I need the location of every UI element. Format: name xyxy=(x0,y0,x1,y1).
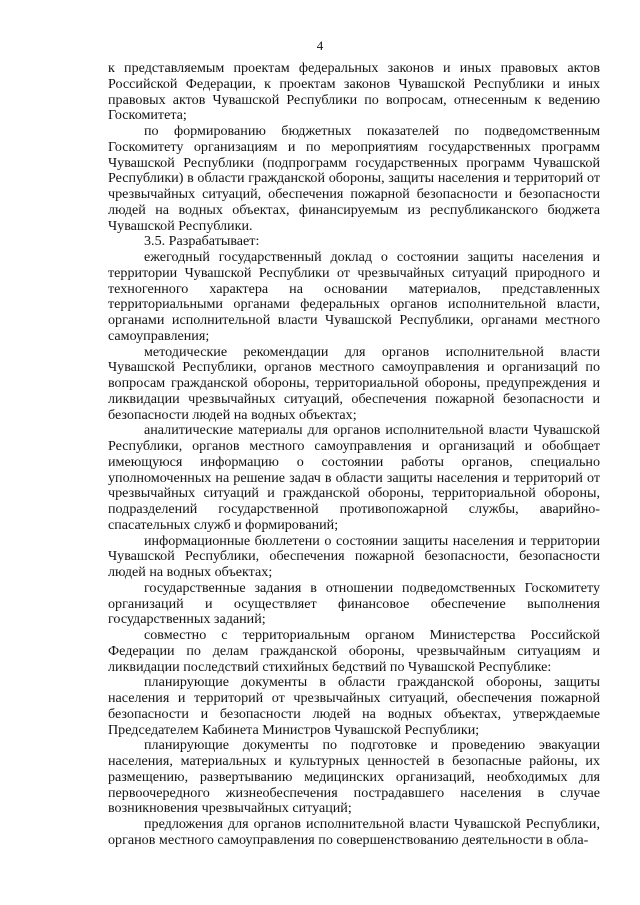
document-body xyxy=(108,61,600,849)
paragraph-11: планирующие документы по подготовке и проведению эвакуации населения, материальных и культурных ценностей в безопасные районы, их размещению, развертыванию медицинских организаций, необходимых для первоочередного жизнеобеспечения пострадавшего населения в случае возникновения чрезвычайных ситуаций; xyxy=(108,737,600,817)
paragraph-10: планирующие документы в области гражданской обороны, защиты населения и территорий от чрезвычайных ситуаций, обеспечения пожарной безопасности и безопасности людей на водных объектах, утверждаемые Председателем Кабинета Министров Чувашской Республики; xyxy=(108,674,600,738)
page-number: 4 xyxy=(316,38,324,53)
paragraph-2: по формированию бюджетных показателей по подведомственным Госкомитету организациям и по мероприятиям государственных программ Чувашской Республики (подпрограмм государственных программ Чувашской Республики) в области гражданской обороны, защиты населения и территорий от чрезвычайных ситуаций, обеспечения пожарной безопасности и безопасности людей на водных объектах, финансируемым из республиканского бюджета Чувашской Республики. xyxy=(108,123,600,234)
paragraph-7: информационные бюллетени о состоянии защиты населения и территории Чувашской Республики, обеспечения пожарной безопасности, безопасности людей на водных объектах; xyxy=(108,532,600,580)
paragraph-3: 3.5. Разрабатывает: xyxy=(144,233,260,250)
paragraph-6: аналитические материалы для органов исполнительной власти Чувашской Республики, органов местного самоуправления и организаций и обобщает имеющуюся информацию о состоянии работы органов, специально уполномоченных на решение задач в области защиты населения и территорий от чрезвычайных ситуаций и гражданской обороны, территориальной обороны, подразделений государственной противопожарной службы, аварийно-спасательных служб и формирований; xyxy=(108,422,600,533)
paragraph-5: методические рекомендации для органов исполнительной власти Чувашской Республики, органов местного самоуправления и организаций по вопросам гражданской обороны, территориальной обороны, предупреждения и ликвидации чрезвычайных ситуаций, обеспечения пожарной безопасности и безопасности людей на водных объектах; xyxy=(108,343,600,423)
paragraph-12: предложения для органов исполнительной власти Чувашской Республики, органов местного самоуправления по совершенствованию деятельности в обла- xyxy=(108,816,600,848)
paragraph-8: государственные задания в отношении подведомственных Госкомитету организаций и осуществляет финансовое обеспечение выполнения государственных заданий; xyxy=(108,579,600,628)
paragraph-1: к представляемым проектам федеральных законов и иных правовых актов Российской Федерации, к проектам законов Чувашской Республики и иных правовых актов Чувашской Республики по вопросам, отнесенным к ведению Госкомитета; xyxy=(108,60,600,124)
paragraph-4: ежегодный государственный доклад о состоянии защиты населения и территории Чувашской Республики от чрезвычайных ситуаций природного и техногенного характера на основании материалов, представленных территориальными органами федеральных органов исполнительной власти, органами исполнительной власти Чувашской Республики, органами местного самоуправления; xyxy=(108,249,600,344)
paragraph-9: совместно с территориальным органом Министерства Российской Федерации по делам гражданской обороны, чрезвычайным ситуациям и ликвидации последствий стихийных бедствий по Чувашской Республике: xyxy=(108,627,600,675)
